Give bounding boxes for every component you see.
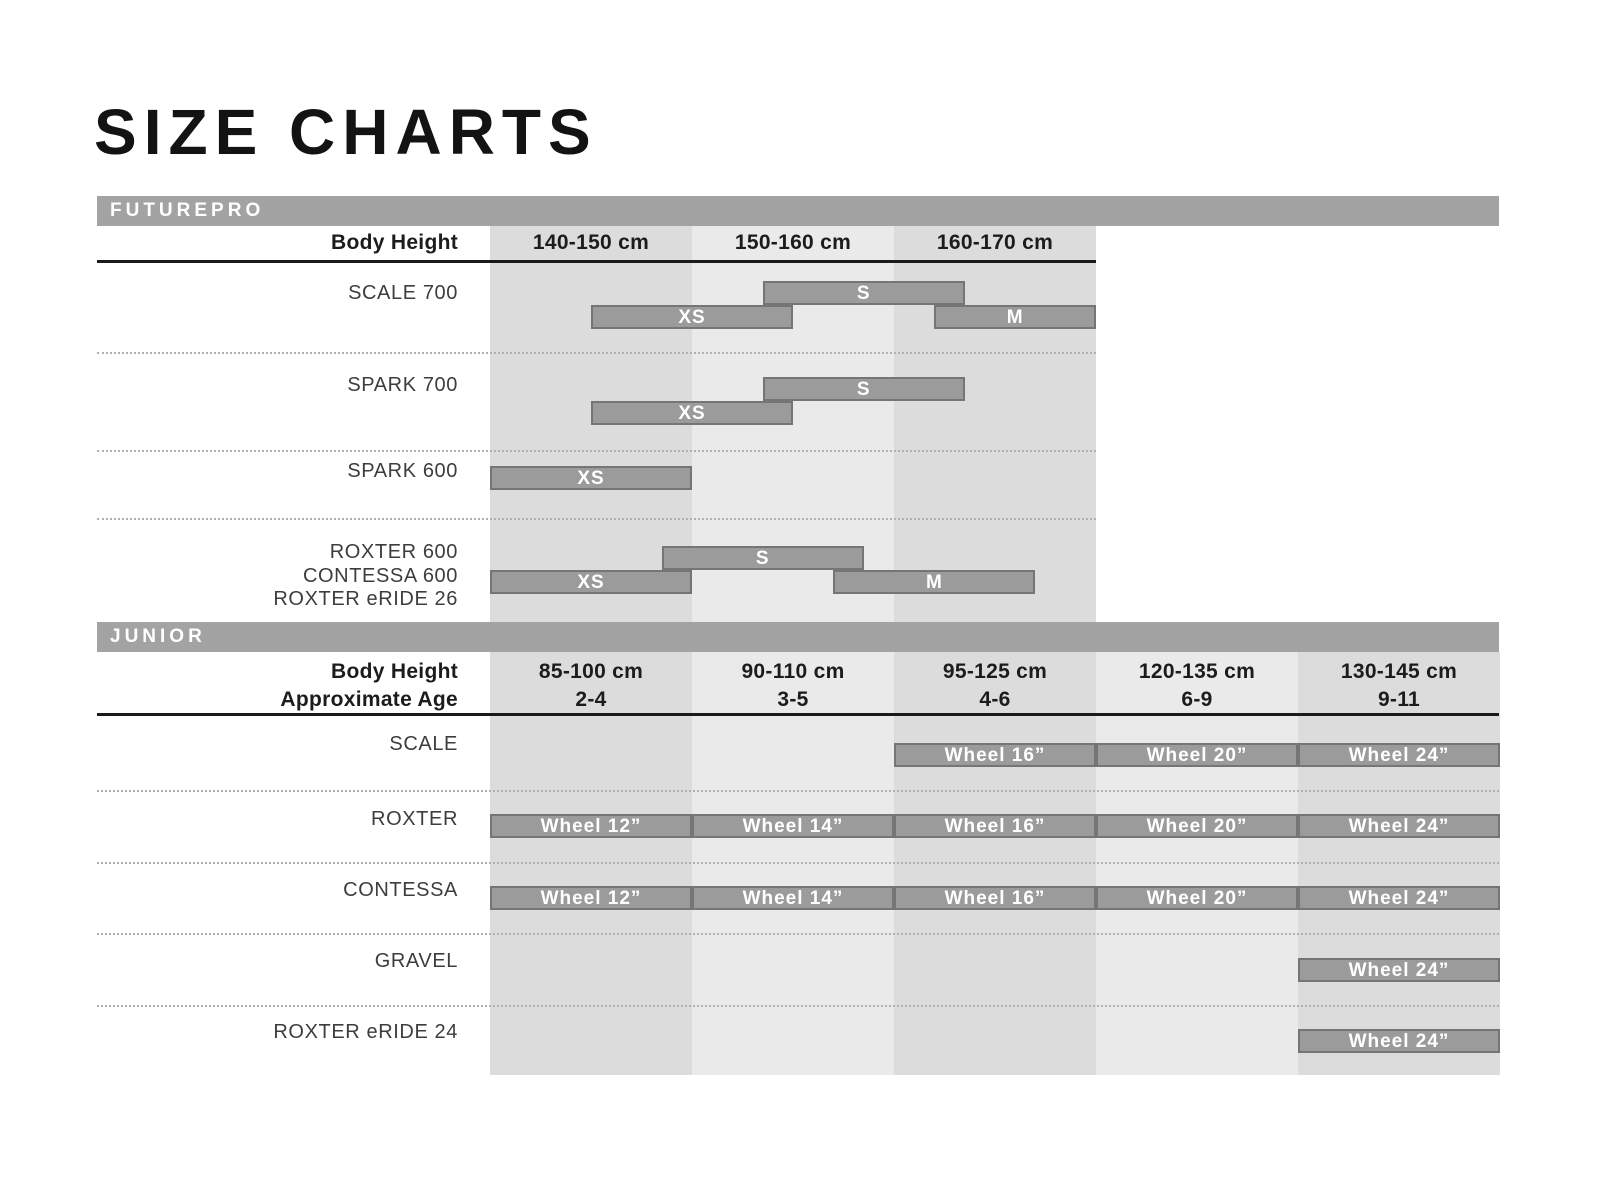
junior-column-header-age: 2-4 — [575, 688, 607, 711]
size-bar-label: S — [856, 378, 871, 400]
wheel-size-bar — [894, 743, 1096, 767]
wheel-size-bar — [894, 886, 1096, 910]
futurepro-section-label: FUTUREPRO — [110, 200, 265, 221]
junior-column-header-height: 85-100 cm — [538, 660, 644, 683]
junior-column-header-age: 4-6 — [979, 688, 1011, 711]
wheel-size-bar — [1298, 1029, 1500, 1053]
futurepro-column-header: 160-170 cm — [936, 231, 1054, 254]
model-label: ROXTER eRIDE 26 — [273, 588, 458, 610]
wheel-size-bar — [1298, 743, 1500, 767]
junior-header-rule — [97, 713, 1499, 716]
size-bar-label: M — [925, 571, 943, 593]
model-label: SPARK 700 — [347, 374, 458, 396]
wheel-size-bar-label: Wheel 12” — [540, 815, 642, 837]
size-bar-label: M — [1006, 306, 1024, 328]
model-label: GRAVEL — [374, 950, 458, 972]
wheel-size-bar — [692, 886, 894, 910]
wheel-size-bar-label: Wheel 24” — [1348, 744, 1450, 766]
size-bar-label: XS — [577, 467, 605, 489]
model-label: SPARK 600 — [347, 460, 458, 482]
wheel-size-bar — [1096, 743, 1298, 767]
futurepro-body-height-label: Body Height — [331, 231, 458, 254]
wheel-size-bar — [490, 886, 692, 910]
size-bar-label: S — [856, 282, 871, 304]
model-label: SCALE — [389, 733, 458, 755]
model-label: ROXTER — [371, 808, 458, 830]
junior-column-header-height: 130-145 cm — [1340, 660, 1458, 683]
wheel-size-bar — [490, 814, 692, 838]
junior-body-height-label: Body Height — [331, 660, 458, 683]
wheel-size-bar-label: Wheel 20” — [1146, 815, 1248, 837]
model-label: CONTESSA — [343, 879, 458, 901]
model-label: ROXTER eRIDE 24 — [273, 1021, 458, 1043]
junior-column-header-age: 9-11 — [1377, 688, 1421, 711]
page-title: SIZE CHARTS — [94, 96, 598, 168]
wheel-size-bar — [1096, 814, 1298, 838]
junior-row-divider — [97, 1005, 1499, 1007]
wheel-size-bar — [1298, 886, 1500, 910]
wheel-size-bar-label: Wheel 20” — [1146, 887, 1248, 909]
wheel-size-bar — [692, 814, 894, 838]
wheel-size-bar-label: Wheel 16” — [944, 815, 1046, 837]
model-label: SCALE 700 — [348, 282, 458, 304]
wheel-size-bar — [1298, 958, 1500, 982]
wheel-size-bar-label: Wheel 14” — [742, 887, 844, 909]
size-bar-label: XS — [678, 306, 706, 328]
junior-column-header-height: 90-110 cm — [741, 660, 845, 683]
model-label: ROXTER 600 — [329, 541, 458, 563]
size-bar-label: S — [755, 547, 770, 569]
junior-column-header-height: 95-125 cm — [942, 660, 1048, 683]
junior-column-header-height: 120-135 cm — [1138, 660, 1256, 683]
wheel-size-bar-label: Wheel 24” — [1348, 959, 1450, 981]
wheel-size-bar-label: Wheel 24” — [1348, 1030, 1450, 1052]
wheel-size-bar — [1096, 886, 1298, 910]
junior-approximate-age-label: Approximate Age — [280, 688, 458, 711]
wheel-size-bar-label: Wheel 16” — [944, 744, 1046, 766]
wheel-size-bar-label: Wheel 14” — [742, 815, 844, 837]
junior-section-label: JUNIOR — [110, 626, 206, 647]
futurepro-column-header: 140-150 cm — [532, 231, 650, 254]
wheel-size-bar-label: Wheel 16” — [944, 887, 1046, 909]
size-bar-label: XS — [577, 571, 605, 593]
wheel-size-bar-label: Wheel 12” — [540, 887, 642, 909]
model-label: CONTESSA 600 — [302, 564, 458, 587]
wheel-size-bar-label: Wheel 20” — [1146, 744, 1248, 766]
junior-column-header-age: 6-9 — [1181, 688, 1213, 711]
wheel-size-bar — [894, 814, 1096, 838]
futurepro-column-header: 150-160 cm — [734, 231, 852, 254]
size-bar-label: XS — [678, 402, 706, 424]
wheel-size-bar-label: Wheel 24” — [1348, 887, 1450, 909]
junior-column-header-age: 3-5 — [777, 688, 809, 711]
junior-row-divider — [97, 790, 1499, 792]
junior-row-divider — [97, 933, 1499, 935]
wheel-size-bar-label: Wheel 24” — [1348, 815, 1450, 837]
wheel-size-bar — [1298, 814, 1500, 838]
junior-row-divider — [97, 862, 1499, 864]
